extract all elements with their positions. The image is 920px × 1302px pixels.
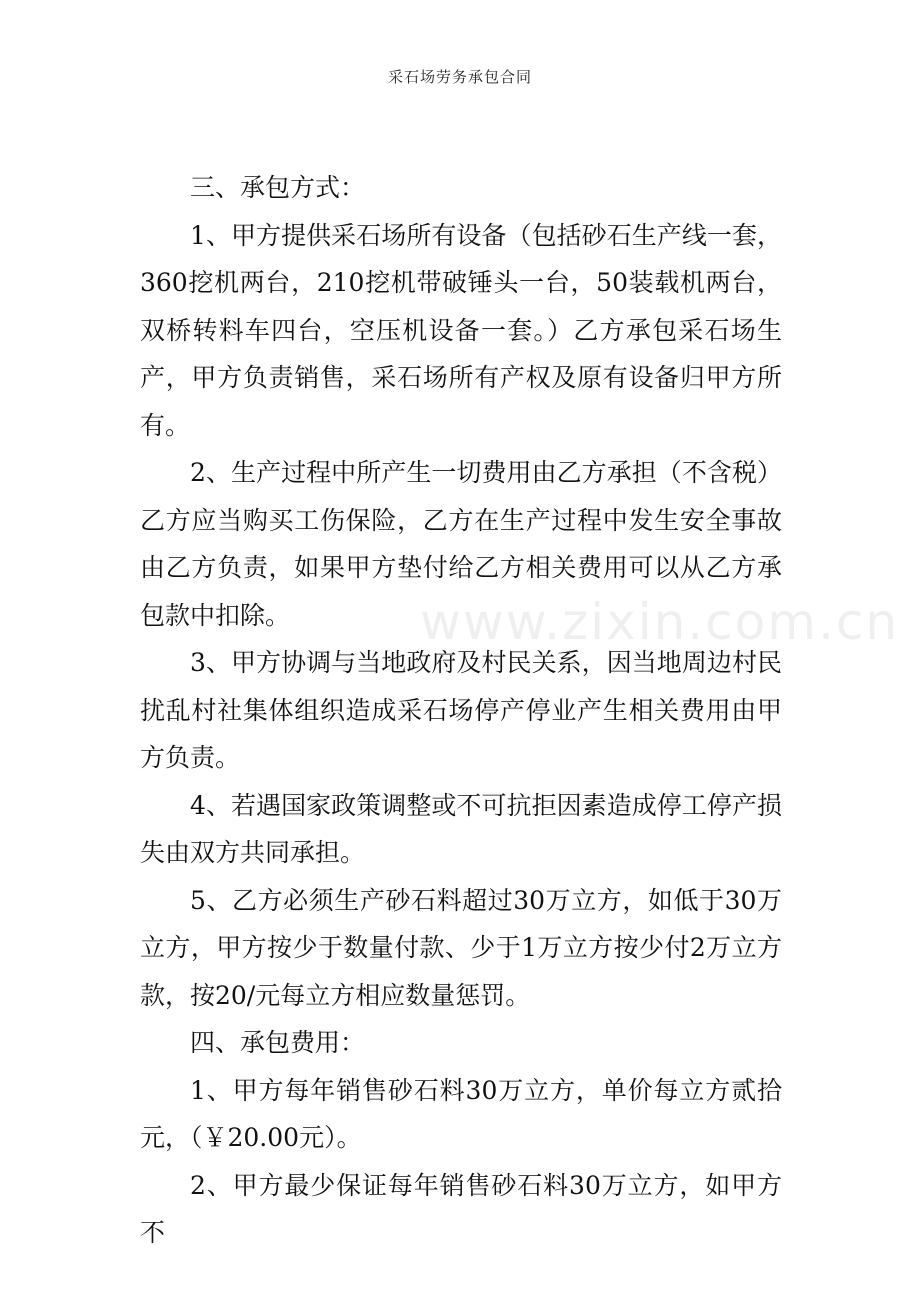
watermark: www.zixin.com.cn (420, 593, 900, 651)
clause-4-2-minimum-guarantee: 2、甲方最少保证每年销售砂石料30万立方，如甲方不 (140, 1170, 782, 1247)
clause-3-5-production-quota: 5、乙方必须生产砂石料超过30万立方，如低于30万立方，甲方按少于数量付款、少于1万立方按少付2万立方款，按20/元每立方相应数量惩罚。 (140, 885, 782, 1010)
section-heading-contract-fees: 四、承包费用： (190, 1028, 366, 1057)
page-header-title: 采石场劳务承包合同 (387, 68, 532, 86)
clause-4-1-annual-sales: 1、甲方每年销售砂石料30万立方，单价每立方贰拾元，（￥20.00元）。 (140, 1075, 782, 1152)
section-heading-contract-method: 三、承包方式： (190, 173, 366, 202)
clause-3-3-coordination: 3、甲方协调与当地政府及村民关系，因当地周边村民扰乱村社集体组织造成采石场停产停业产生相关费用由甲方负责。 (140, 648, 782, 772)
clause-3-1-equipment: 1、甲方提供采石场所有设备（包括砂石生产线一套，360挖机两台，210挖机带破锤头一台，50装载机两台，双桥转料车四台，空压机设备一套。）乙方承包采石场生产，甲方负责销售，采石场所有产权及原有设备归甲方所有。 (140, 220, 782, 440)
clause-3-4-force-majeure: 4、若遇国家政策调整或不可抗拒因素造成停工停产损失由双方共同承担。 (140, 790, 782, 867)
document-body (140, 164, 782, 1257)
clause-3-2-costs: 2、生产过程中所产生一切费用由乙方承担（不含税）乙方应当购买工伤保险，乙方在生产过程中发生安全事故由乙方负责，如果甲方垫付给乙方相关费用可以从乙方承包款中扣除。 (140, 458, 782, 630)
